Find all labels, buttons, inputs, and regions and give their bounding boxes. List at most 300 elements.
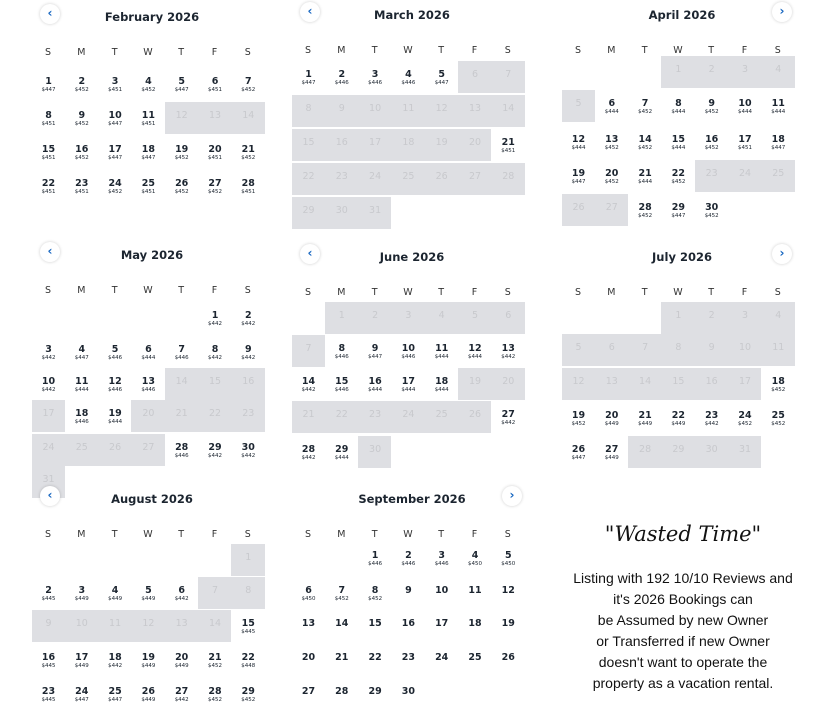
day-price: $442 (704, 421, 719, 427)
month-calendar (562, 242, 802, 480)
day-cell[interactable] (165, 344, 198, 362)
weekday-header: F (741, 287, 748, 298)
day-number: 26 (109, 442, 122, 453)
day-cell[interactable] (32, 585, 65, 603)
day-cell[interactable] (459, 618, 492, 629)
day-number: 16 (705, 134, 719, 145)
day-cell[interactable] (232, 618, 265, 636)
day-cell[interactable] (99, 344, 132, 362)
day-price: $442 (501, 354, 516, 360)
day-number: 26 (141, 686, 155, 697)
day-price: $452 (174, 189, 189, 195)
day-price: $447 (174, 87, 189, 93)
day-number: 3 (45, 344, 52, 355)
day-price: $446 (334, 387, 349, 393)
day-cell (729, 342, 762, 353)
day-number: 4 (438, 310, 445, 321)
day-cell[interactable] (595, 134, 628, 152)
month-calendar (292, 0, 532, 238)
day-cell (662, 64, 695, 75)
day-cell[interactable] (595, 410, 628, 428)
day-number: 17 (108, 144, 122, 155)
day-number: 31 (42, 474, 55, 485)
day-number: 2 (372, 310, 379, 321)
day-price: $446 (401, 561, 416, 567)
weekday-header: S (774, 45, 781, 56)
day-price: $444 (108, 419, 123, 425)
day-price: $452 (141, 87, 156, 93)
day-number: 15 (241, 618, 255, 629)
day-number: 17 (738, 134, 752, 145)
day-cell[interactable] (762, 98, 795, 116)
month-calendar (32, 240, 272, 485)
day-cell[interactable] (459, 652, 492, 663)
day-cell[interactable] (132, 344, 165, 362)
day-cell[interactable] (32, 376, 65, 394)
day-cell[interactable] (492, 618, 525, 629)
day-price: $452 (368, 596, 383, 602)
weekday-header: S (504, 45, 511, 56)
day-cell[interactable] (232, 178, 265, 196)
day-number: 14 (639, 376, 652, 387)
day-number: 2 (405, 550, 412, 561)
day-cell[interactable] (99, 178, 132, 196)
day-number: 19 (501, 618, 515, 629)
day-cell[interactable] (392, 343, 425, 361)
day-cell (629, 376, 662, 387)
day-cell[interactable] (392, 585, 425, 596)
day-number: 10 (108, 110, 122, 121)
day-cell[interactable] (359, 652, 392, 663)
day-number: 17 (42, 408, 55, 419)
day-number: 18 (402, 137, 415, 148)
day-number: 28 (175, 442, 189, 453)
day-cell[interactable] (32, 652, 65, 670)
day-cell[interactable] (629, 202, 662, 220)
day-cell[interactable] (359, 69, 392, 87)
weekday-header: S (44, 529, 52, 540)
day-number: 20 (468, 137, 482, 148)
day-number: 28 (301, 444, 316, 455)
day-cell[interactable] (595, 444, 628, 462)
day-number: 5 (504, 550, 512, 561)
day-cell[interactable] (392, 69, 425, 87)
day-cell[interactable] (232, 310, 265, 328)
note-panel (548, 522, 818, 694)
day-cell[interactable] (65, 76, 98, 94)
day-cell[interactable] (292, 376, 325, 394)
day-cell[interactable] (32, 76, 65, 94)
day-number: 9 (371, 343, 379, 354)
day-cell[interactable] (492, 343, 525, 361)
day-cell[interactable] (65, 585, 98, 603)
day-cell (392, 310, 425, 321)
day-cell[interactable] (325, 444, 358, 462)
day-price: $442 (174, 697, 189, 703)
day-cell[interactable] (392, 686, 425, 697)
day-price: $451 (41, 189, 56, 195)
day-cell[interactable] (325, 376, 358, 394)
day-cell[interactable] (132, 376, 165, 394)
prev-month-button[interactable]: ‹ (300, 244, 320, 264)
day-cell (232, 110, 265, 121)
day-number: 21 (501, 137, 515, 148)
day-cell[interactable] (232, 652, 265, 670)
day-cell (32, 618, 65, 629)
weekday-header: S (574, 287, 582, 298)
day-cell[interactable] (65, 178, 98, 196)
day-cell[interactable] (99, 408, 132, 426)
day-cell (132, 408, 165, 419)
day-cell[interactable] (99, 585, 132, 603)
day-number: 30 (705, 202, 719, 213)
day-cell[interactable] (199, 652, 232, 670)
day-cell[interactable] (99, 144, 132, 162)
day-number: 20 (208, 144, 222, 155)
day-cell[interactable] (359, 343, 392, 361)
day-cell (662, 342, 695, 353)
day-number: 24 (75, 686, 89, 697)
day-number: 11 (771, 98, 785, 109)
day-number: 2 (338, 69, 346, 80)
day-price: $449 (604, 421, 619, 427)
day-number: 11 (435, 343, 449, 354)
day-cell[interactable] (165, 652, 198, 670)
day-cell (695, 342, 728, 353)
day-price: $446 (174, 355, 189, 361)
day-number: 2 (708, 310, 715, 321)
day-price: $442 (241, 453, 256, 459)
day-cell[interactable] (729, 98, 762, 116)
day-cell[interactable] (199, 310, 232, 328)
day-cell[interactable] (392, 550, 425, 568)
day-cell[interactable] (392, 652, 425, 663)
month-calendar (32, 2, 272, 240)
day-cell[interactable] (165, 144, 198, 162)
day-cell[interactable] (562, 168, 595, 186)
day-cell[interactable] (32, 110, 65, 128)
day-price: $452 (208, 189, 222, 195)
day-cell[interactable] (492, 409, 525, 427)
day-cell (425, 103, 458, 114)
day-number: 12 (571, 134, 586, 145)
day-cell[interactable] (165, 178, 198, 196)
day-cell[interactable] (132, 144, 165, 162)
day-cell (199, 110, 232, 121)
day-price: $442 (241, 355, 256, 361)
day-cell[interactable] (492, 137, 525, 155)
day-cell[interactable] (292, 618, 325, 629)
day-cell[interactable] (99, 652, 132, 670)
day-cell[interactable] (392, 376, 425, 394)
weekday-header: T (641, 45, 648, 56)
day-cell[interactable] (662, 410, 695, 428)
day-cell (459, 103, 492, 114)
day-price: $447 (434, 80, 449, 86)
day-cell[interactable] (232, 442, 265, 460)
day-cell[interactable] (232, 144, 265, 162)
day-cell[interactable] (165, 585, 198, 603)
weekday-header: M (607, 45, 616, 56)
day-cell[interactable] (425, 585, 458, 596)
day-cell[interactable] (762, 134, 795, 152)
day-cell[interactable] (165, 686, 198, 704)
day-cell[interactable] (199, 442, 232, 460)
day-cell[interactable] (729, 410, 762, 428)
day-cell[interactable] (662, 202, 695, 220)
day-number: 1 (338, 310, 345, 321)
prev-month-button[interactable]: ‹ (40, 4, 60, 24)
day-price: $447 (571, 455, 586, 461)
day-cell[interactable] (459, 343, 492, 361)
day-cell[interactable] (325, 618, 358, 629)
day-cell[interactable] (32, 178, 65, 196)
weekday-header: T (438, 45, 445, 56)
day-cell (392, 171, 425, 182)
weekday-header: M (77, 529, 86, 540)
day-number: 30 (335, 205, 348, 216)
day-cell[interactable] (32, 686, 65, 704)
day-price: $452 (604, 179, 619, 185)
day-cell[interactable] (662, 98, 695, 116)
day-cell[interactable] (662, 168, 695, 186)
day-cell[interactable] (562, 134, 595, 152)
day-number: 4 (405, 69, 412, 80)
prev-month-button[interactable]: ‹ (40, 242, 60, 262)
day-cell[interactable] (199, 344, 232, 362)
day-number: 29 (302, 205, 315, 216)
day-cell[interactable] (199, 686, 232, 704)
day-cell[interactable] (425, 343, 458, 361)
day-cell[interactable] (292, 686, 325, 697)
day-cell[interactable] (359, 585, 392, 603)
day-cell[interactable] (695, 410, 728, 428)
month-calendar (562, 0, 802, 238)
day-price: $442 (174, 596, 189, 602)
day-price: $451 (501, 148, 516, 154)
day-number: 10 (369, 103, 382, 114)
day-cell[interactable] (425, 550, 458, 568)
day-number: 10 (75, 618, 88, 629)
weekday-header: S (244, 529, 251, 540)
day-number: 27 (142, 442, 155, 453)
day-price: $452 (638, 145, 653, 151)
day-cell[interactable] (292, 652, 325, 663)
day-number: 14 (175, 376, 188, 387)
day-cell[interactable] (65, 686, 98, 704)
day-number: 24 (369, 171, 382, 182)
day-cell[interactable] (292, 69, 325, 87)
day-cell[interactable] (562, 410, 595, 428)
day-price: $444 (738, 109, 752, 115)
day-cell[interactable] (492, 652, 525, 663)
day-price: $452 (604, 145, 619, 151)
month-calendar (292, 484, 532, 722)
day-number: 31 (738, 444, 752, 455)
day-cell (425, 171, 458, 182)
day-cell[interactable] (762, 376, 795, 394)
day-number: 5 (111, 344, 119, 355)
day-cell[interactable] (132, 585, 165, 603)
day-cell[interactable] (199, 144, 232, 162)
day-number: 11 (772, 342, 785, 353)
weekday-header: M (77, 47, 86, 58)
day-cell[interactable] (65, 376, 98, 394)
day-number: 17 (401, 376, 415, 387)
day-cell[interactable] (359, 550, 392, 568)
weekday-header: F (211, 47, 218, 58)
day-cell[interactable] (425, 652, 458, 663)
day-cell[interactable] (292, 585, 325, 603)
day-cell[interactable] (459, 550, 492, 568)
day-number: 27 (175, 686, 189, 697)
day-number: 4 (775, 64, 782, 75)
day-number: 13 (605, 134, 619, 145)
day-cell[interactable] (595, 168, 628, 186)
weekday-header: T (438, 287, 445, 298)
day-cell[interactable] (425, 376, 458, 394)
day-number: 21 (335, 652, 349, 663)
day-cell[interactable] (762, 410, 795, 428)
day-cell[interactable] (629, 410, 662, 428)
day-cell[interactable] (325, 686, 358, 697)
day-cell[interactable] (662, 134, 695, 152)
day-cell[interactable] (132, 76, 165, 94)
day-cell[interactable] (729, 134, 762, 152)
weekday-header: M (337, 45, 346, 56)
day-cell[interactable] (99, 376, 132, 394)
day-number: 9 (45, 618, 52, 629)
day-price: $452 (74, 121, 89, 127)
weekday-header: F (471, 529, 478, 540)
next-month-button[interactable]: › (772, 244, 792, 264)
day-cell[interactable] (492, 585, 525, 596)
day-cell[interactable] (695, 134, 728, 152)
day-price: $452 (704, 145, 719, 151)
day-cell (32, 408, 65, 419)
day-price: $446 (401, 80, 416, 86)
day-cell (165, 376, 198, 387)
day-cell[interactable] (325, 652, 358, 663)
day-number: 21 (638, 410, 652, 421)
day-number: 14 (638, 134, 652, 145)
day-cell[interactable] (292, 444, 325, 462)
day-cell[interactable] (562, 444, 595, 462)
day-cell[interactable] (65, 344, 98, 362)
day-number: 15 (41, 144, 56, 155)
day-cell[interactable] (32, 344, 65, 362)
day-cell[interactable] (695, 98, 728, 116)
day-number: 22 (368, 652, 382, 663)
day-price: $446 (368, 80, 383, 86)
day-cell[interactable] (132, 652, 165, 670)
day-cell[interactable] (132, 110, 165, 128)
note-title: "Wasted Time" (604, 522, 762, 546)
day-cell[interactable] (32, 144, 65, 162)
day-cell[interactable] (199, 76, 232, 94)
day-cell (65, 442, 98, 453)
day-cell[interactable] (65, 110, 98, 128)
day-cell[interactable] (629, 134, 662, 152)
day-cell[interactable] (425, 618, 458, 629)
day-cell[interactable] (325, 69, 358, 87)
next-month-button[interactable]: › (772, 2, 792, 22)
day-cell[interactable] (392, 618, 425, 629)
day-cell[interactable] (325, 585, 358, 603)
day-price: $452 (208, 697, 222, 703)
day-cell[interactable] (459, 585, 492, 596)
day-cell[interactable] (99, 686, 132, 704)
day-cell[interactable] (232, 344, 265, 362)
day-cell[interactable] (65, 408, 98, 426)
day-cell[interactable] (165, 442, 198, 460)
day-cell (325, 205, 358, 216)
next-month-button[interactable]: › (502, 486, 522, 506)
day-price: $446 (174, 453, 189, 459)
day-cell[interactable] (359, 618, 392, 629)
day-cell[interactable] (629, 168, 662, 186)
day-number: 22 (302, 171, 315, 182)
day-number: 15 (302, 137, 315, 148)
day-cell (425, 310, 458, 321)
day-number: 8 (305, 103, 312, 114)
day-cell[interactable] (99, 76, 132, 94)
day-cell[interactable] (99, 110, 132, 128)
prev-month-button[interactable]: ‹ (40, 486, 60, 506)
day-cell (132, 442, 165, 453)
day-cell[interactable] (629, 98, 662, 116)
day-cell[interactable] (165, 76, 198, 94)
day-cell[interactable] (132, 686, 165, 704)
day-number: 15 (208, 376, 222, 387)
day-price: $451 (738, 145, 752, 151)
day-cell[interactable] (65, 144, 98, 162)
day-price: $452 (638, 213, 653, 219)
weekday-header: W (143, 285, 153, 296)
day-cell[interactable] (65, 652, 98, 670)
day-cell[interactable] (425, 69, 458, 87)
day-number: 24 (738, 410, 752, 421)
day-cell[interactable] (232, 686, 265, 704)
day-cell[interactable] (132, 178, 165, 196)
day-price: $448 (241, 663, 256, 669)
day-number: 19 (108, 408, 122, 419)
day-cell (99, 618, 132, 629)
day-number: 17 (738, 376, 752, 387)
weekday-header: S (304, 529, 312, 540)
weekday-header: T (111, 529, 118, 540)
day-cell[interactable] (325, 343, 358, 361)
day-cell (729, 64, 762, 75)
day-number: 23 (335, 171, 348, 182)
weekday-header: M (337, 529, 346, 540)
day-cell (762, 310, 795, 321)
weekday-header: S (304, 287, 312, 298)
day-cell[interactable] (595, 98, 628, 116)
day-number: 6 (505, 310, 512, 321)
day-cell[interactable] (359, 376, 392, 394)
day-cell[interactable] (695, 202, 728, 220)
day-cell[interactable] (359, 686, 392, 697)
day-cell (492, 69, 525, 80)
day-number: 28 (502, 171, 515, 182)
day-cell[interactable] (199, 178, 232, 196)
prev-month-button[interactable]: ‹ (300, 2, 320, 22)
day-number: 30 (705, 444, 718, 455)
day-cell[interactable] (492, 550, 525, 568)
weekday-header: M (77, 285, 86, 296)
day-cell[interactable] (232, 76, 265, 94)
